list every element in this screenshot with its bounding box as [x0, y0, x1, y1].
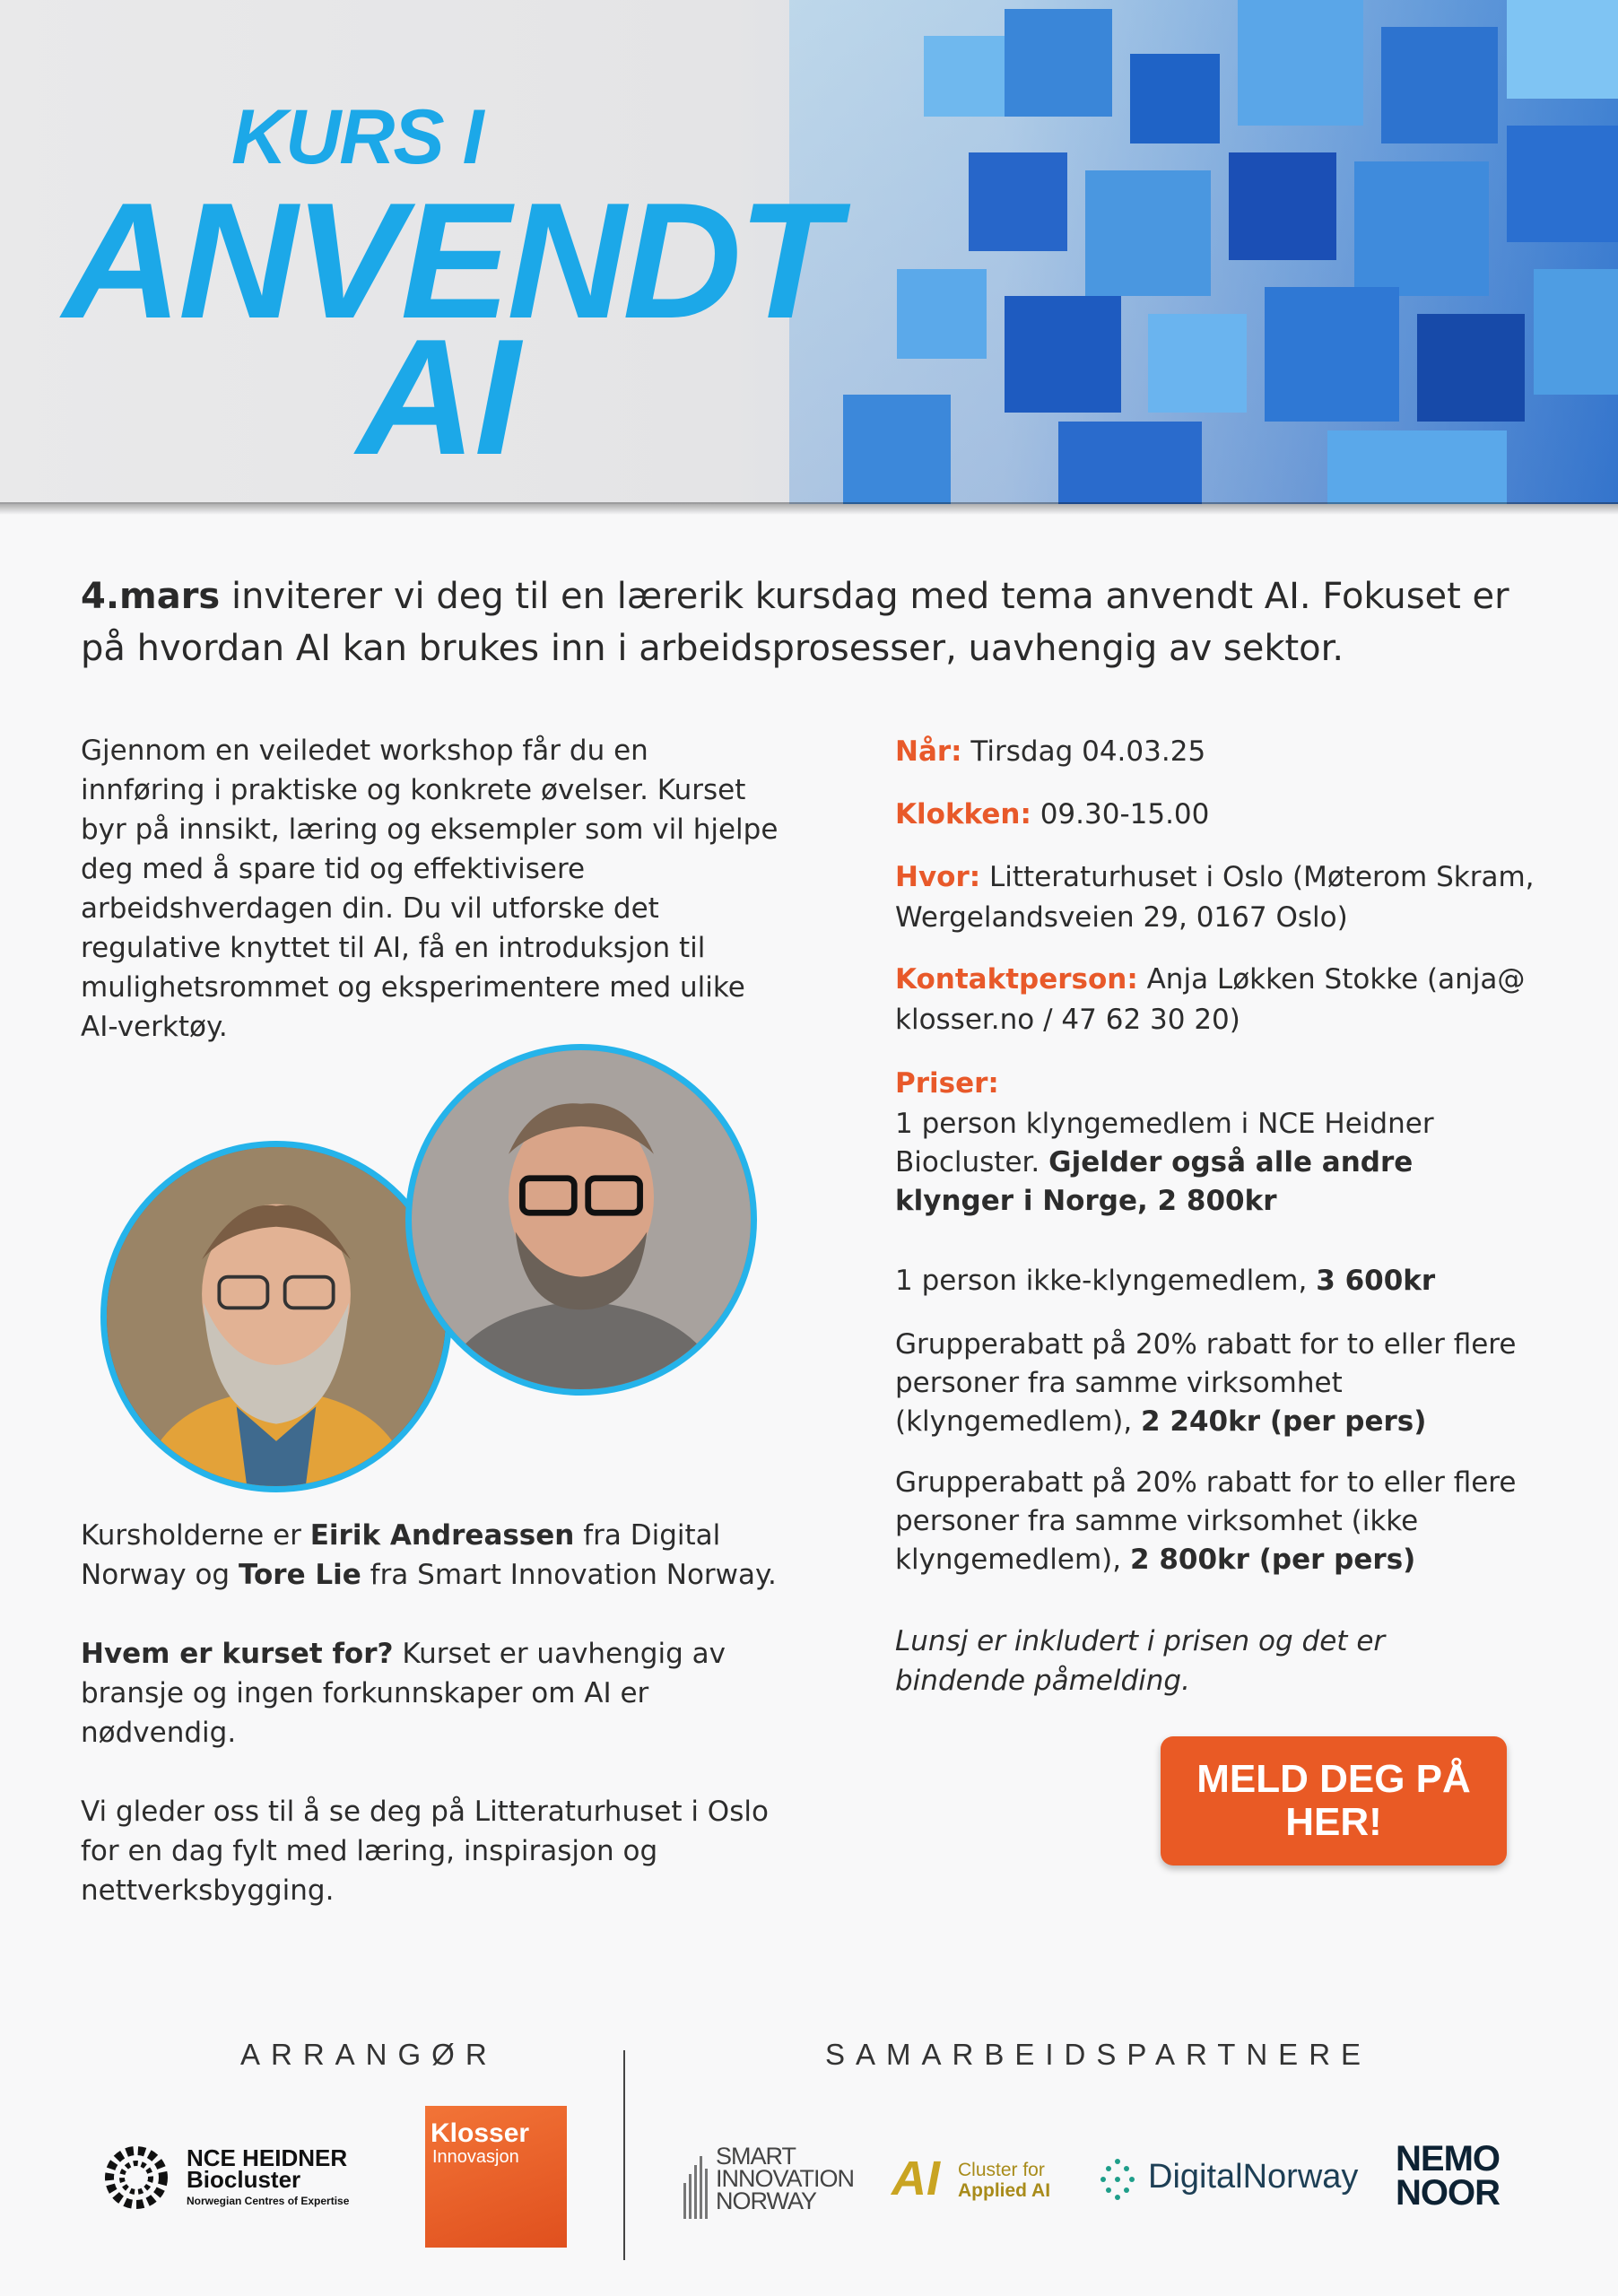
lunch-note: Lunsj er inkludert i prisen og det er bindende påmelding.: [895, 1625, 1386, 1697]
lead-paragraph: [81, 570, 1543, 674]
title-line-2: ANVENDT: [63, 168, 836, 352]
detail-when: [895, 732, 1541, 772]
klosser-name: Klosser: [431, 2118, 530, 2148]
where-label: Hvor:: [895, 861, 981, 893]
audience-question: Hvem er kurset for?: [81, 1638, 394, 1670]
sin-line-2: INNOVATION: [716, 2165, 855, 2192]
where-value: Litteraturhuset i Oslo (Møterom Skram, Wergelandsveien 29, 0167 Oslo): [895, 861, 1535, 934]
contact-value: Anja Løkken Stokke (anja@ klosser.no / 47 62 30 20): [895, 963, 1526, 1036]
teachers-prefix: Kursholderne er: [81, 1519, 310, 1552]
prices-label: Priser:: [895, 1067, 999, 1100]
lead-date: 4.mars: [81, 576, 221, 617]
intro-paragraph: Gjennom en veiledet workshop får du en innføring i praktiske og konkrete øvelser. Kurset byr på innsikt, læring og eksempler som vil hjelpe deg med å spare tid og effektivisere arbeidshverdagen din. Du vil utforske det regulative knyttet til AI, få en introduksjon til mulighetsrommet og eksperimentere med ulike AI-verktøy.: [81, 735, 779, 1043]
cluster-applied-ai-logo: [892, 2151, 1062, 2208]
prices-heading: [895, 1064, 1541, 1104]
lead-text: inviterer vi deg til en lærerik kursdag med tema anvendt AI. Fokuset er på hvordan AI kan brukes inn i arbeidsprosesser, uavhengig av sektor.: [81, 576, 1509, 669]
detail-time: [895, 795, 1541, 835]
detail-contact: [895, 960, 1541, 1040]
time-value: 09.30-15.00: [1031, 798, 1210, 831]
register-button-line1: MELD DEG PÅ: [1196, 1757, 1471, 1801]
register-button-line2: HER!: [1285, 1800, 1382, 1844]
footer-divider: [623, 2050, 625, 2260]
price-group-member: [895, 1326, 1541, 1441]
price-group-member-text: Grupperabatt på 20% rabatt for to eller flere personer fra samme virksomhet (klyngemedlem),: [895, 1328, 1517, 1438]
teachers-paragraph: [81, 1516, 780, 1595]
teachers-middle: fra Digital Norway og: [81, 1519, 721, 1591]
audience-paragraph: [81, 1634, 780, 1752]
caai-mark: AI: [892, 2152, 940, 2205]
title-line-1: KURS I: [231, 94, 483, 180]
photo-eirik-andreassen: [100, 1141, 452, 1492]
price-group-nonmember: [895, 1464, 1541, 1579]
sin-line-3: NORWAY: [716, 2187, 817, 2214]
price-group-nonmember-text: Grupperabatt på 20% rabatt for to eller flere personer fra samme virksomhet (ikke klyngemedlem),: [895, 1466, 1517, 1576]
time-label: Klokken:: [895, 798, 1031, 831]
detail-where: [895, 857, 1541, 938]
when-label: Når:: [895, 735, 962, 768]
teachers-suffix: fra Smart Innovation Norway.: [361, 1559, 777, 1591]
price-group-member-amount: 2 240kr (per pers): [1141, 1405, 1427, 1438]
price-member: [895, 1105, 1541, 1221]
smart-innovation-norway-logo: [683, 2136, 854, 2226]
price-nonmember-amount: 3 600kr: [1316, 1265, 1436, 1297]
caai-line-2: Applied AI: [958, 2180, 1051, 2201]
price-nonmember-text: 1 person ikke-klyngemedlem,: [895, 1265, 1317, 1297]
nce-mark-icon: [99, 2140, 174, 2215]
nemo-line-1: NEMO: [1396, 2139, 1500, 2179]
register-button[interactable]: [1161, 1736, 1507, 1866]
price-member-text: 1 person klyngemedlem i NCE Heidner Biocluster.: [895, 1108, 1434, 1178]
nce-name-1: NCE HEIDNER: [187, 2144, 348, 2171]
photo-tore-lie: [405, 1044, 757, 1396]
sin-line-1: SMART: [716, 2143, 796, 2170]
nemo-line-2: NOOR: [1396, 2173, 1500, 2213]
when-value: Tirsdag 04.03.25: [961, 735, 1206, 768]
teacher-name-1: Eirik Andreassen: [309, 1519, 575, 1552]
caai-line-1: Cluster for: [958, 2160, 1045, 2180]
organizer-label: ARRANGØR: [240, 2038, 498, 2071]
price-member-amount: Gjelder også alle andre klynger i Norge, 2 800kr: [895, 1146, 1414, 1217]
price-group-nonmember-amount: 2 800kr (per pers): [1129, 1544, 1416, 1576]
nemo-noor-logo: [1396, 2139, 1512, 2217]
hero-shadow: [0, 502, 1618, 515]
title-line-3: AI: [357, 304, 518, 489]
partners-label: SAMARBEIDSPARTNERE: [825, 2038, 1372, 2071]
digitalnorway-dots-icon: [1100, 2156, 1135, 2203]
sin-bars-icon: [683, 2156, 709, 2219]
klosser-logo: [425, 2106, 567, 2248]
cubes-illustration: [789, 0, 1618, 504]
hero-banner: [0, 0, 1618, 504]
contact-label: Kontaktperson:: [895, 963, 1138, 996]
closing-paragraph: Vi gleder oss til å se deg på Litteraturhuset i Oslo for en dag fylt med læring, inspirasjon og nettverksbygging.: [81, 1796, 769, 1907]
price-nonmember: [895, 1261, 1541, 1301]
nce-name-2: Biocluster: [187, 2166, 301, 2193]
teacher-name-2: Tore Lie: [238, 1559, 361, 1591]
portrait-2-illustration: [412, 1050, 751, 1389]
digitalnorway-logo: [1100, 2151, 1369, 2208]
digitalnorway-name: DigitalNorway: [1148, 2158, 1359, 2196]
nce-sub: Norwegian Centres of Expertise: [187, 2195, 350, 2207]
audience-answer: Kurset er uavhengig av bransje og ingen forkunnskaper om AI er nødvendig.: [81, 1638, 726, 1749]
klosser-sub: Innovasjon: [432, 2147, 519, 2167]
portrait-1-illustration: [107, 1147, 446, 1486]
nce-heidner-logo: [99, 2135, 368, 2221]
